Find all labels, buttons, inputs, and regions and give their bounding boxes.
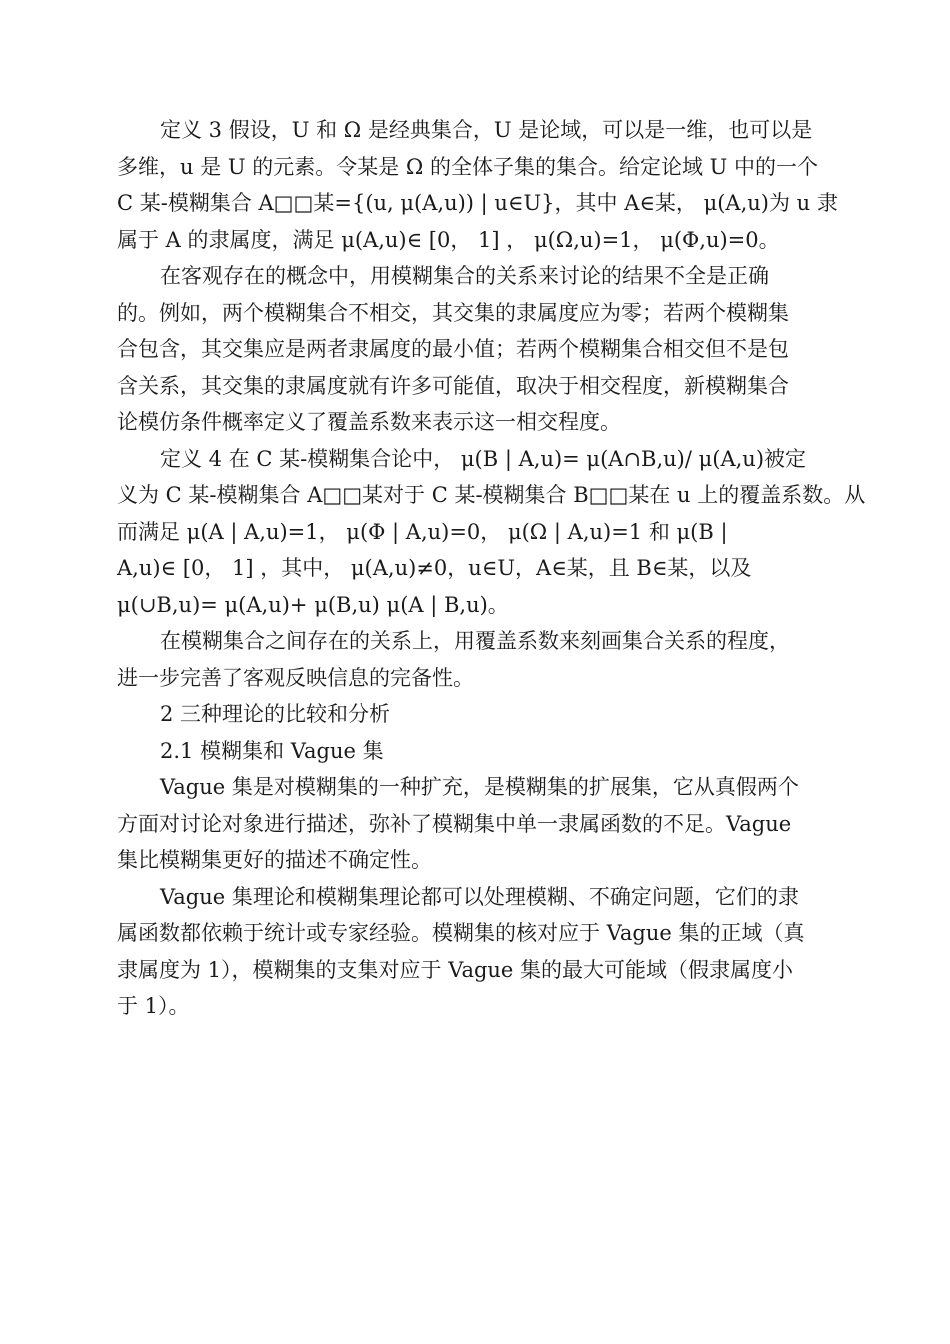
text-line: 于 1）。	[117, 994, 190, 1018]
text-line: 属函数都依赖于统计或专家经验。模糊集的核对应于 Vague 集的正域（真	[117, 921, 805, 945]
text-line: 隶属度为 1），模糊集的支集对应于 Vague 集的最大可能域（假隶属度小	[117, 957, 794, 982]
section-heading: 2 三种理论的比较和分析	[160, 702, 391, 726]
text-line: 在模糊集合之间存在的关系上，用覆盖系数来刻画集合关系的程度，	[160, 629, 790, 653]
text-line: 多维，u 是 U 的元素。令某是 Ω 的全体子集的集合。给定论域 U 中的一个	[117, 154, 819, 179]
text-line: 属于 A 的隶属度，满足 μ(A,u)∈ [0， 1] ， μ(Ω,u)=1， μ(Φ,u)=0。	[117, 227, 780, 252]
text-line: 义为 C 某-模糊集合 A□□某对于 C 某-模糊集合 B□□某在 u 上的覆盖系数。从	[117, 483, 866, 507]
text-line: 在客观存在的概念中，用模糊集合的关系来讨论的结果不全是正确	[160, 264, 769, 288]
subsection-heading: 2.1 模糊集和 Vague 集	[160, 738, 384, 763]
text-line: 而满足 μ(A | A,u)=1， μ(Φ | A,u)=0， μ(Ω | A,u)=1 和 μ(B |	[117, 519, 728, 544]
text-line: 进一步完善了客观反映信息的完备性。	[117, 665, 474, 690]
text-line: 的。例如，两个模糊集合不相交，其交集的隶属度应为零；若两个模糊集	[117, 300, 789, 325]
text-line: 定义 4 在 C 某-模糊集合论中， μ(B | A,u)= μ(A∩B,u)/ μ(A,u)被定	[160, 446, 807, 471]
text-line: 含关系，其交集的隶属度就有许多可能值，取决于相交程度，新模糊集合	[117, 373, 789, 398]
document-page	[117, 112, 866, 1025]
text-line: 定义 3 假设，U 和 Ω 是经典集合，U 是论域，可以是一维，也可以是	[160, 118, 813, 142]
text-line: 合包含，其交集应是两者隶属度的最小值；若两个模糊集合相交但不是包	[117, 337, 789, 361]
text-line: 集比模糊集更好的描述不确定性。	[117, 848, 432, 872]
text-line: A,u)∈ [0， 1] ，其中， μ(A,u)≠0，u∈U，A∈某，且 B∈某，以及	[117, 556, 752, 580]
text-line: Vague 集是对模糊集的一种扩充，是模糊集的扩展集，它从真假两个	[160, 775, 799, 799]
text-line: μ(∪B,u)= μ(A,u)+ μ(B,u) μ(A | B,u)。	[117, 592, 509, 617]
paragraph-definition-3	[117, 112, 838, 258]
text-line: Vague 集理论和模糊集理论都可以处理模糊、不确定问题，它们的隶	[160, 884, 799, 909]
paragraph-vague-comparison	[117, 879, 829, 1025]
paragraph-vague-intro	[117, 769, 829, 879]
paragraph-discussion	[117, 258, 829, 441]
text-line: 论模仿条件概率定义了覆盖系数来表示这一相交程度。	[117, 410, 621, 434]
paragraph-definition-4	[117, 441, 866, 624]
paragraph-coverage	[117, 623, 829, 696]
text-line: C 某-模糊集合 A□□某={(u, μ(A,u)) | u∈U}，其中 A∈某， μ(A,u)为 u 隶	[117, 191, 838, 215]
text-line: 方面对讨论对象进行描述，弥补了模糊集中单一隶属函数的不足。Vague	[117, 811, 792, 836]
